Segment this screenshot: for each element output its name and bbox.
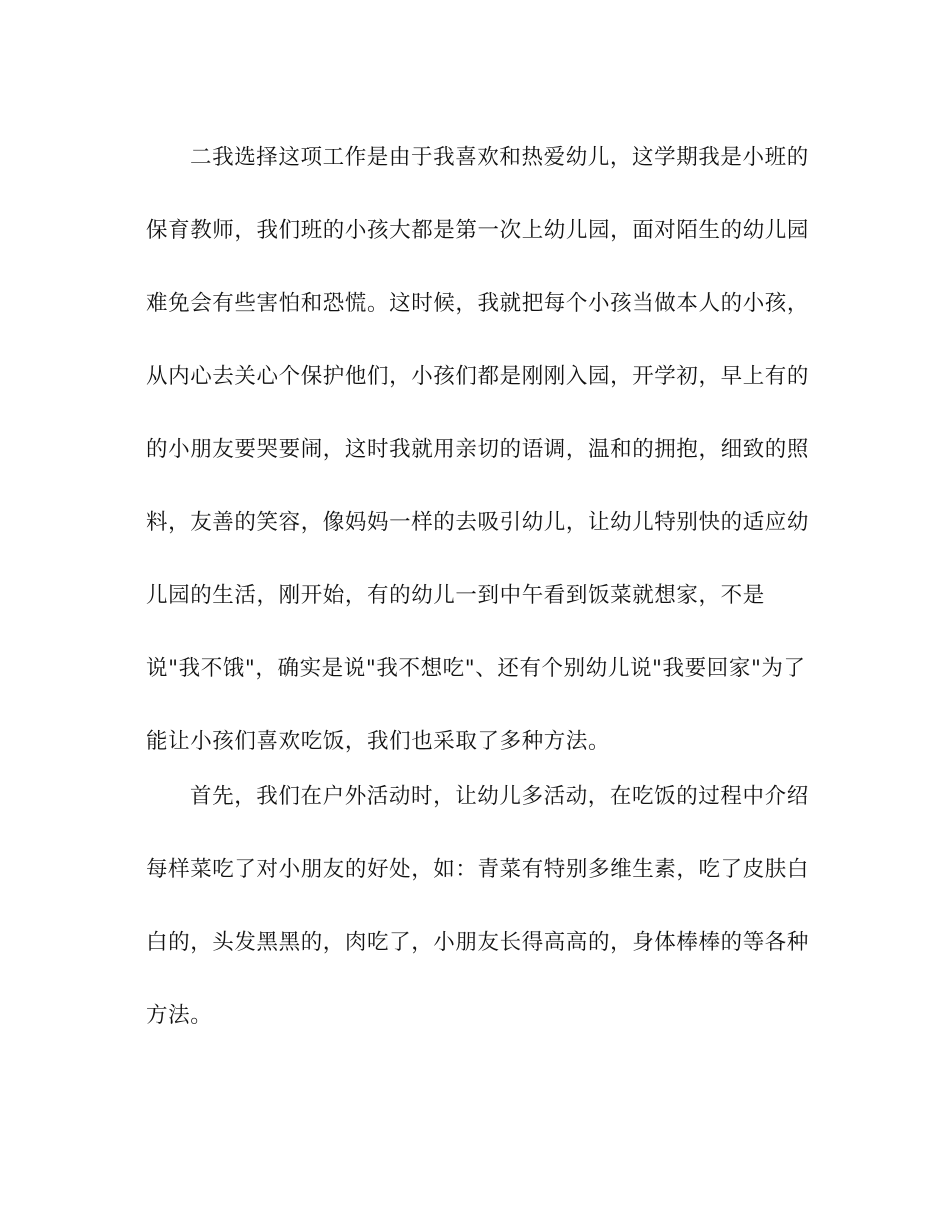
paragraph-line: 说"我不饿"，确实是说"我不想吃"、还有个别幼儿说"我要回家"为了 [146,656,806,681]
paragraph-2 [146,774,810,1066]
paragraph-line: 能让小孩们喜欢吃饭，我们也采取了多种方法。 [146,729,611,754]
paragraph-line: 二我选择这项工作是由于我喜欢和热爱幼儿，这学期我是小班的 [190,145,809,170]
paragraph-1 [146,135,810,774]
paragraph-line: 难免会有些害怕和恐慌。这时候，我就把每个小孩当做本人的小孩， [146,291,810,316]
paragraph-line: 料，友善的笑容，像妈妈一样的去吸引幼儿，让幼儿特别快的适应幼 [146,510,810,535]
paragraph-line: 保育教师，我们班的小孩大都是第一次上幼儿园，面对陌生的幼儿园 [146,218,810,243]
document-body [146,135,810,1066]
paragraph-line: 白的，头发黑黑的，肉吃了，小朋友长得高高的，身体棒棒的等各种 [146,930,810,955]
paragraph-line: 儿园的生活，刚开始，有的幼儿一到中午看到饭菜就想家，不是 [146,583,765,608]
paragraph-line: 首先，我们在户外活动时，让幼儿多活动，在吃饭的过程中介绍 [190,784,809,809]
paragraph-line: 方法。 [146,1003,213,1028]
paragraph-line: 的小朋友要哭要闹，这时我就用亲切的语调，温和的拥抱，细致的照 [146,437,810,462]
paragraph-line: 从内心去关心个保护他们，小孩们都是刚刚入园，开学初，早上有的 [146,364,810,389]
paragraph-line: 每样菜吃了对小朋友的好处，如：青菜有特别多维生素，吃了皮肤白 [146,857,810,882]
